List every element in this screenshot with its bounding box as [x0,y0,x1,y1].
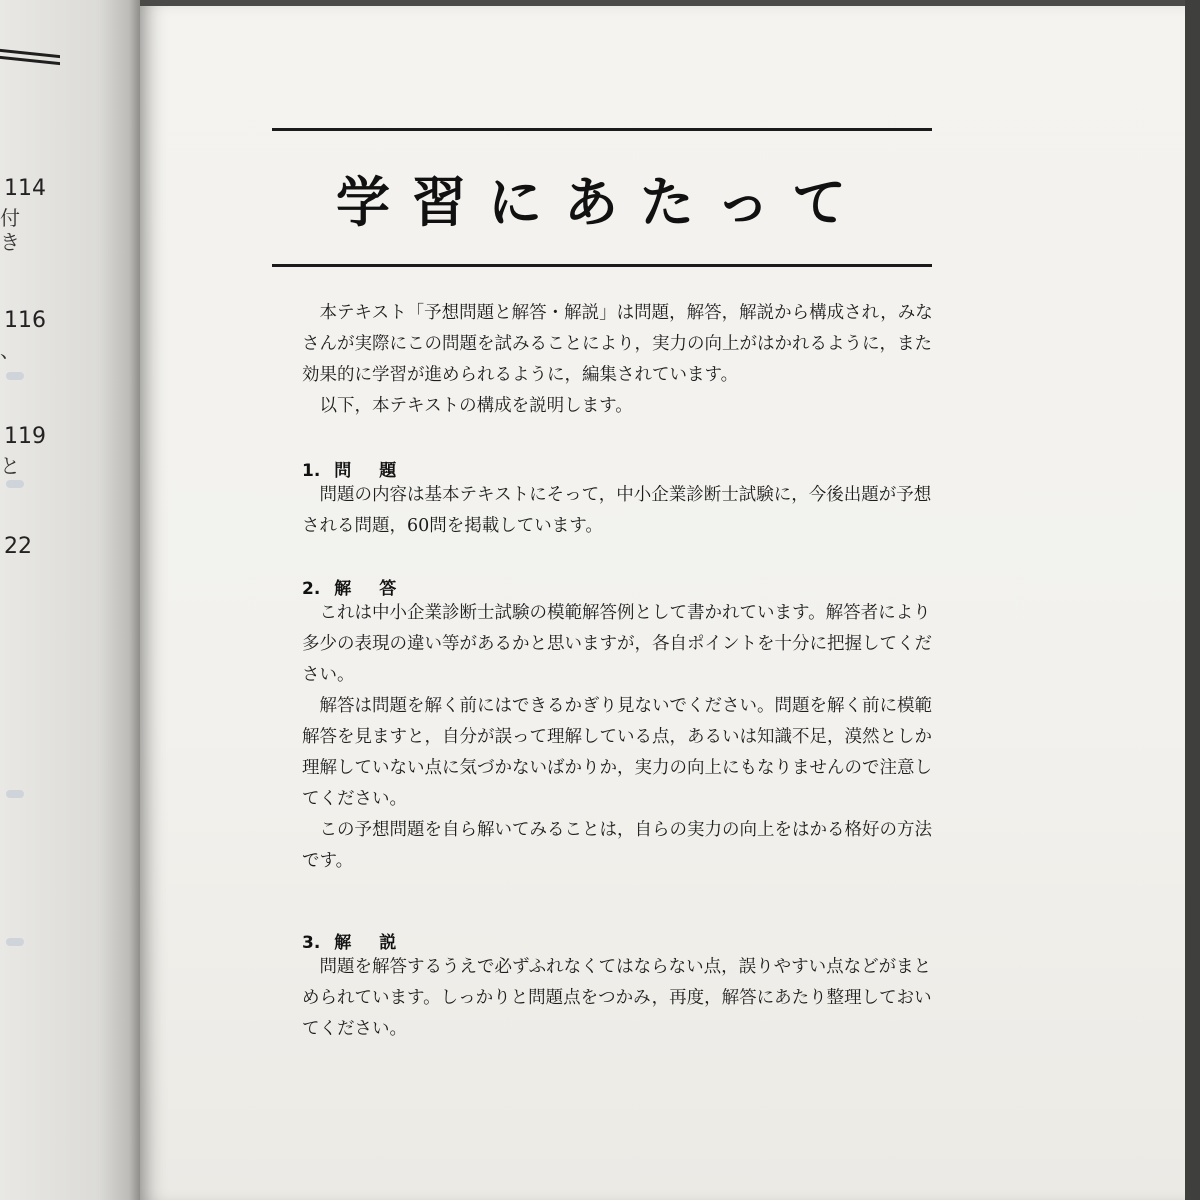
page-title: 学習にあたって [336,171,868,234]
left-page-char: き [0,230,20,254]
title-top-rule [272,128,932,131]
left-page-char: と [0,454,20,478]
left-page-number: 22 [4,534,32,559]
title-bottom-rule [272,264,932,267]
intro-paragraph: 以下，本テキストの構成を説明します。 [319,396,633,416]
left-page-char: 付 [0,206,20,230]
section-number: 1. [302,461,321,481]
section-paragraph: 解答は問題を解く前にはできるかぎり見ないでください。問題を解く前に模範解答を見ますと，自分が誤って理解している点，あるいは知識不足，漠然としか理解していない点に気づかないばかりか，実力の向上にもなりませんので注意してください。 [302,696,932,809]
section-body-problems [302,480,942,542]
section-heading-text: 解答 [334,579,425,599]
section-body-answers [302,598,942,877]
left-page-mark [6,938,24,946]
left-page-number: 116 [4,308,46,333]
section-heading-text: 解説 [334,933,425,953]
left-page [0,0,140,1200]
section-heading-answers [302,574,424,599]
left-page-mark [6,790,24,798]
section-heading-text: 問題 [334,461,425,481]
left-page-char: 、 [0,338,20,362]
section-paragraph: 問題の内容は基本テキストにそって，中小企業診断士試験に，今後出題が予想される問題，60問を掲載しています。 [302,485,932,536]
section-body-explanations [302,952,942,1045]
intro-paragraph: 本テキスト「予想問題と解答・解説」は問題，解答，解説から構成され，みなさんが実際にこの問題を試みることにより，実力の向上がはかれるように，また効果的に学習が進められるように，編集されています。 [302,303,933,385]
left-page-number: 114 [4,176,46,201]
section-heading-explanations [302,928,424,953]
section-paragraph: 問題を解答するうえで必ずふれなくてはならない点，誤りやすい点などがまとめられています。しっかりと問題点をつかみ，再度，解答にあたり整理しておいてください。 [302,957,932,1039]
section-heading-problems [302,456,424,481]
section-number: 3. [302,933,321,953]
section-paragraph: これは中小企業診断士試験の模範解答例として書かれています。解答者により多少の表現の違い等があるかと思いますが，各自ポイントを十分に把握してください。 [302,603,932,685]
left-page-mark [6,372,24,380]
section-paragraph: この予想問題を自ら解いてみることは，自らの実力の向上をはかる格好の方法です。 [302,820,932,871]
intro-block [302,298,942,422]
left-page-rule [0,52,60,66]
page-edge [1185,0,1200,1200]
left-page-number: 119 [4,424,46,449]
section-number: 2. [302,579,321,599]
left-page-mark [6,480,24,488]
